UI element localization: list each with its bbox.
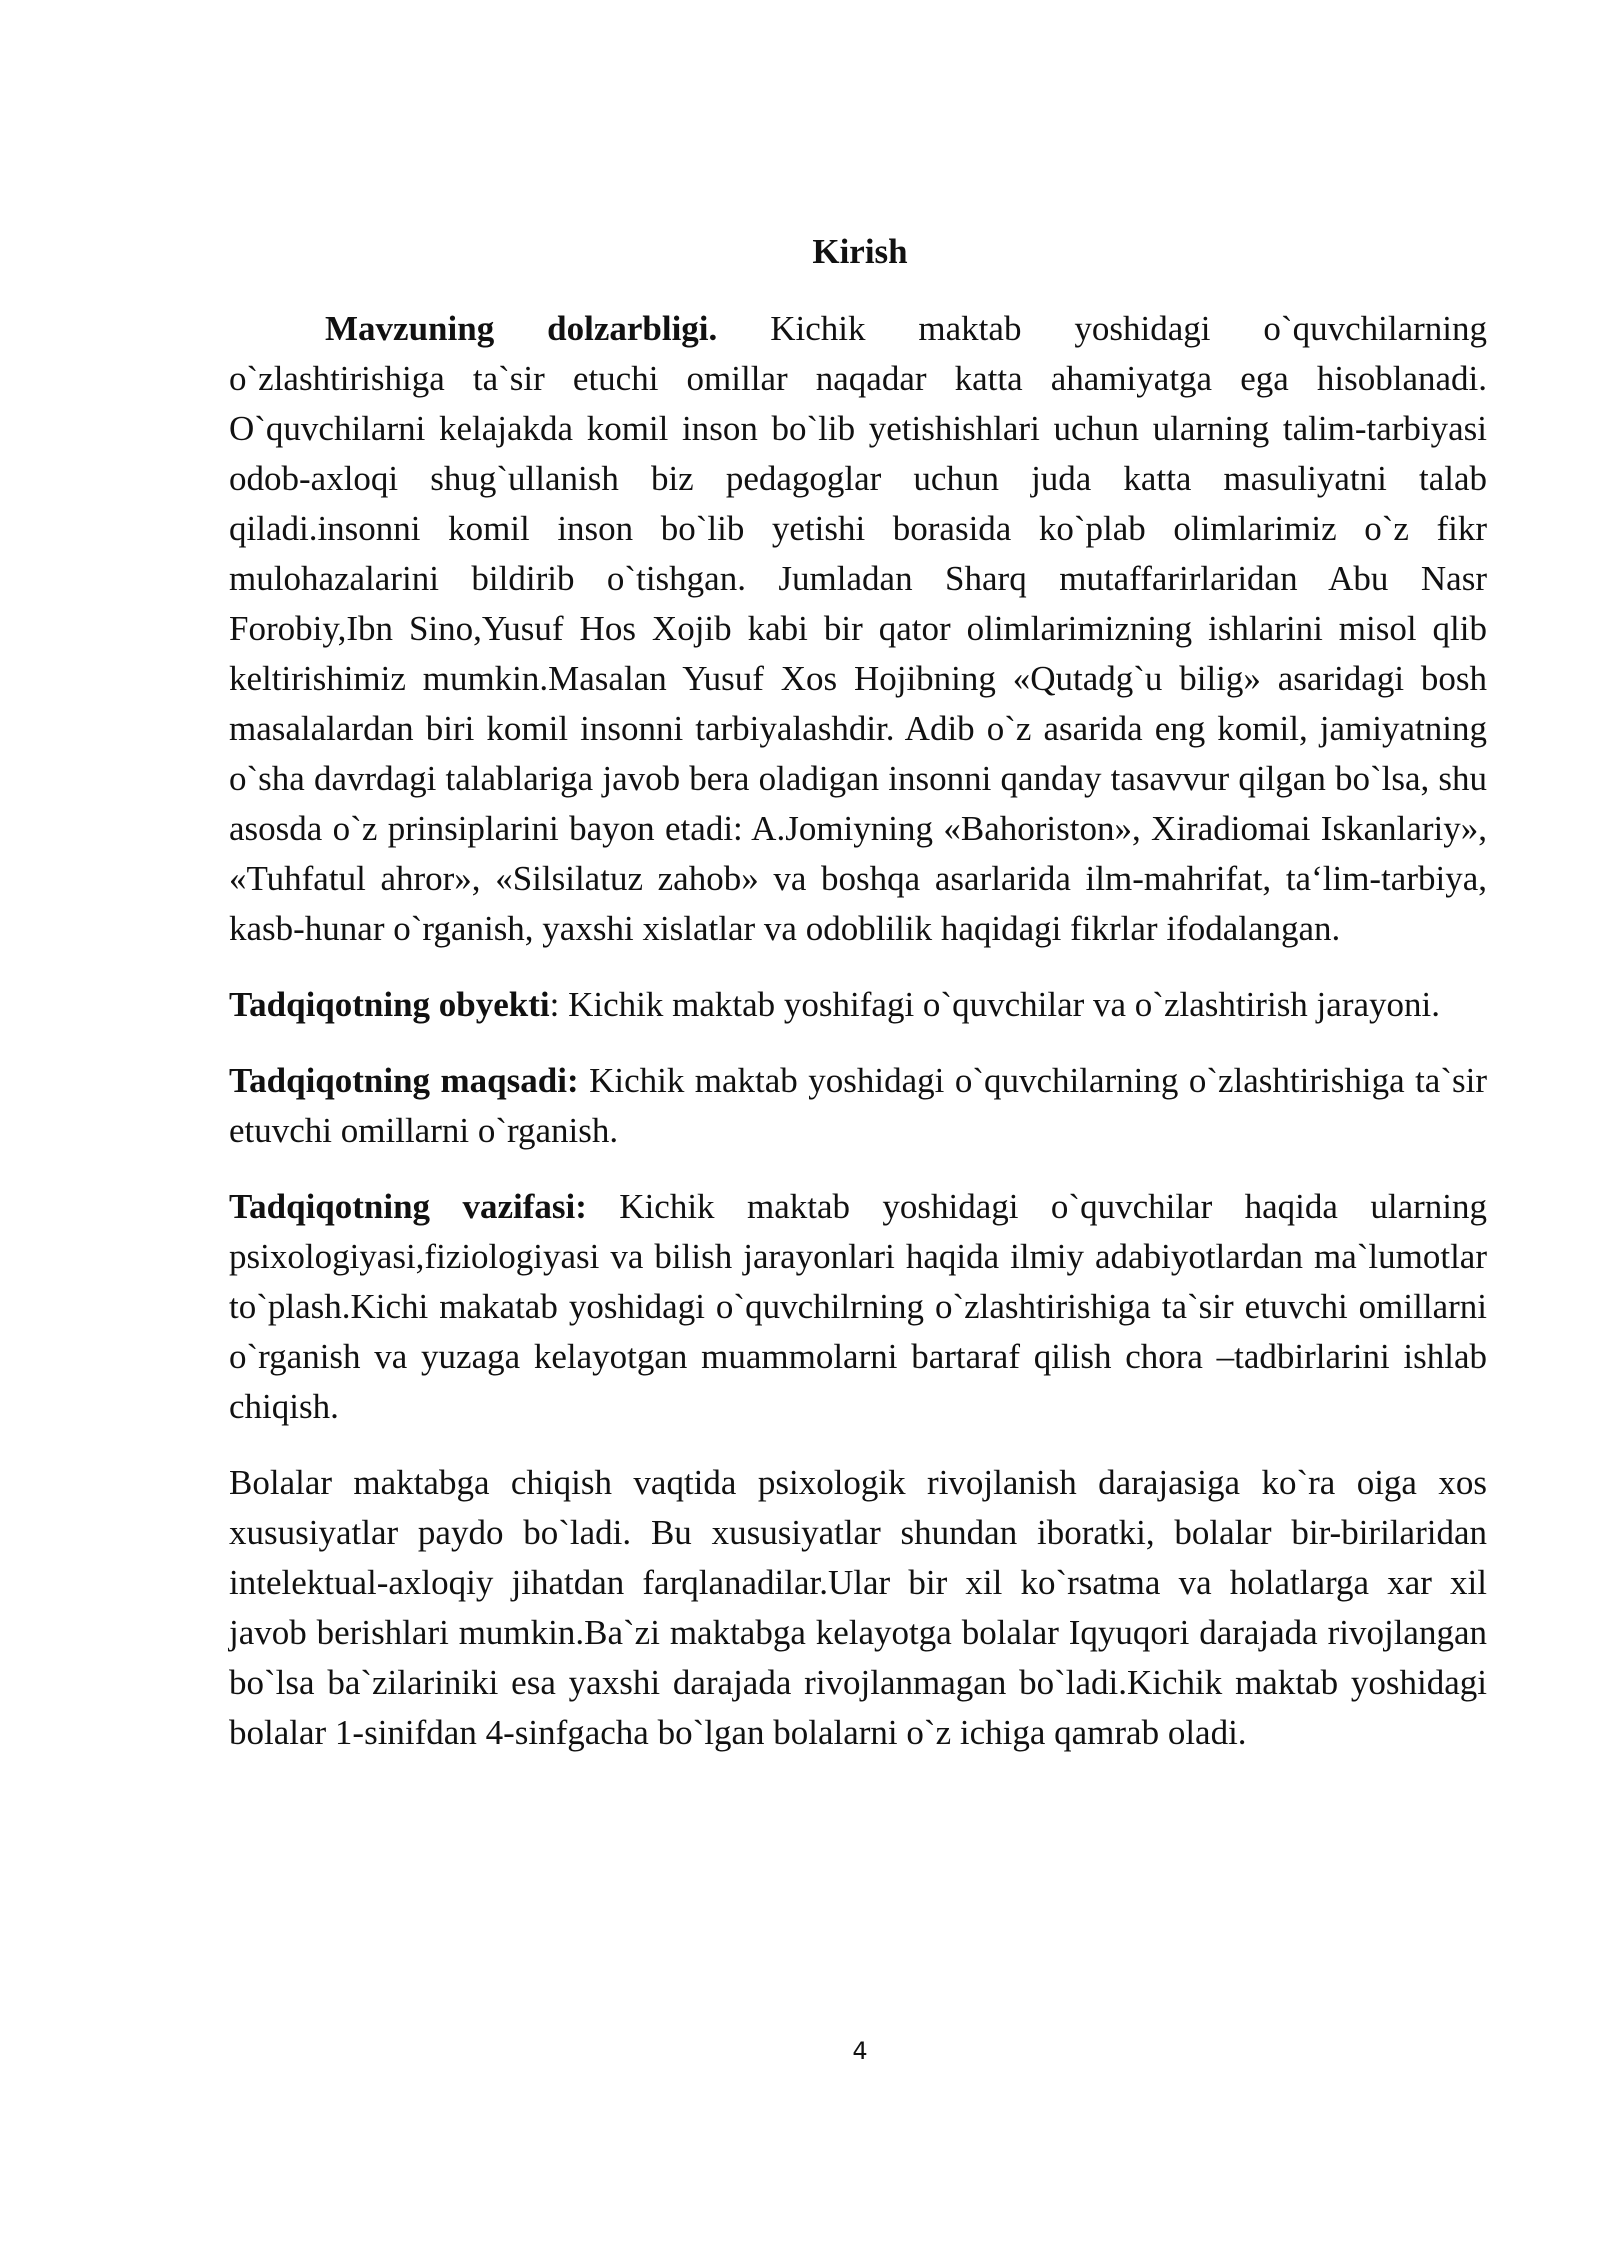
paragraph-text: Kichik maktab yoshidagi o`quvchilarning o`zlashtirishiga ta`sir etuvchi omillarni o`rganish. bbox=[229, 1061, 1487, 1150]
paragraph-body bbox=[229, 1458, 1487, 1758]
paragraph-text: : Kichik maktab yoshifagi o`quvchilar va o`zlashtirish jarayoni. bbox=[549, 985, 1440, 1024]
paragraph-lead: Tadqiqotning obyekti bbox=[229, 985, 550, 1024]
paragraph-text: Bolalar maktabga chiqish vaqtida psixologik rivojlanish darajasiga ko`ra oiga xos xususiyatlar paydo bo`ladi. Bu xususiyatlar shundan iboratki, bolalar bir-birilaridan intelektual-axloqiy jihatdan farqlanadilar.Ular bir xil ko`rsatma va holatlarga xar xil javob berishlari mumkin.Ba`zi maktabga kelayotga bolalar Iqyuqori darajada rivojlangan bo`lsa ba`zilariniki esa yaxshi darajada rivojlanmagan bo`ladi.Kichik maktab yoshidagi bolalar 1-sinifdan 4-sinfgacha bo`lgan bolalarni o`z ichiga qamrab oladi. bbox=[229, 1463, 1487, 1752]
paragraph-goal bbox=[229, 1056, 1487, 1156]
paragraph-lead: Mavzuning dolzarbligi. bbox=[325, 309, 718, 348]
body-text bbox=[229, 304, 1487, 1784]
page-number: 4 bbox=[852, 2037, 868, 2065]
paragraph-relevance bbox=[229, 304, 1487, 954]
paragraph-object bbox=[229, 980, 1487, 1030]
paragraph-lead: Tadqiqotning vazifasi: bbox=[229, 1187, 587, 1226]
paragraph-lead: Tadqiqotning maqsadi: bbox=[229, 1061, 579, 1100]
paragraph-text: Kichik maktab yoshidagi o`quvchilar haqida ularning psixologiyasi,fiziologiyasi va bilish jarayonlari haqida ilmiy adabiyotlardan ma`lumotlar to`plash.Kichi makatab yoshidagi o`quvchilrning o`zlashtirishiga ta`sir etuvchi omillarni o`rganish va yuzaga kelayotgan muammolarni bartaraf qilish chora –tadbirlarini ishlab chiqish. bbox=[229, 1187, 1487, 1426]
section-heading: Kirish bbox=[812, 232, 908, 271]
paragraph-tasks bbox=[229, 1182, 1487, 1432]
paragraph-text: Kichik maktab yoshidagi o`quvchilarning o`zlashtirishiga ta`sir etuchi omillar naqadar katta ahamiyatga ega hisoblanadi. O`quvchilarni kelajakda komil inson bo`lib yetishishlari uchun ularning talim-tarbiyasi odob-axloqi shug`ullanish biz pedagoglar uchun juda katta masuliyatni talab qiladi.insonni komil inson bo`lib yetishi borasida ko`plab olimlarimiz o`z fikr mulohazalarini bildirib o`tishgan. Jumladan Sharq mutaffarirlaridan Abu Nasr Forobiy,Ibn Sino,Yusuf Hos Xojib kabi bir qator olimlarimizning ishlarini misol qlib keltirishimiz mumkin.Masalan Yusuf Xos Hojibning «Qutadg`u bilig» asaridagi bosh masalalardan biri komil insonni tarbiyalashdir. Adib o`z asarida eng komil, jamiyatning o`sha davrdagi talablariga javob bera oladigan insonni qanday tasavvur qilgan bo`lsa, shu asosda o`z prinsiplarini bayon etadi: A.Jomiyning «Bahoriston», Xiradiomai Iskanlariy», «Tuhfatul ahror», «Silsilatuz zahob» va boshqa asarlarida ilm-mahrifat, ta‘lim-tarbiya, kasb-hunar o`rganish, yaxshi xislatlar va odoblilik haqidagi fikrlar ifodalangan. bbox=[229, 309, 1487, 948]
